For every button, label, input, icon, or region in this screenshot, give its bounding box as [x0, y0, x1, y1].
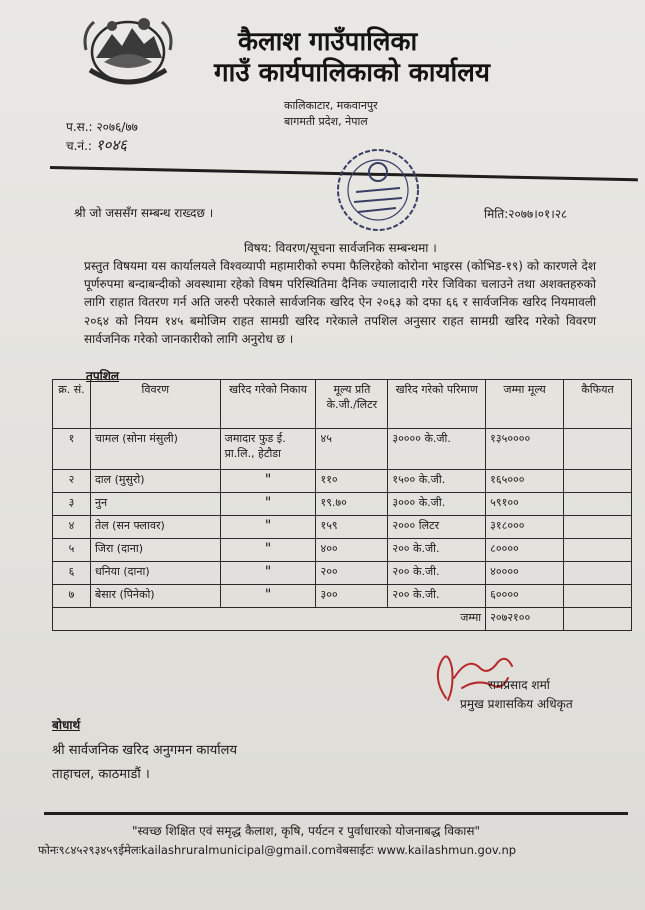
cell-quantity: २००० लिटर [388, 516, 486, 539]
cell-sn: ६ [53, 562, 91, 585]
cell-quantity: २०० के.जी. [388, 585, 486, 608]
table-row [53, 429, 632, 470]
web-label: वेबसाईटः [335, 843, 374, 857]
dispatch-number-value: १०४६ [95, 136, 127, 154]
table-row [53, 516, 632, 539]
address-line2: बागमती प्रदेश, नेपाल [284, 115, 368, 128]
phone-label: फोनः [38, 843, 59, 857]
email-value: kailashruralmunicipal@gmail.com [141, 843, 336, 857]
signatory-title: प्रमुख प्रशासकिय अधिकृत [460, 697, 573, 711]
office-address [284, 98, 378, 130]
details-heading: तपशिल [86, 369, 120, 383]
cell-item: धनिया (दाना) [90, 562, 220, 585]
cell-amount: ६०००० [486, 585, 564, 608]
office-title-line2: गाउँ कार्यपालिकाको कार्यालय [214, 58, 490, 88]
cell-quantity: १५०० के.जी. [388, 470, 486, 493]
nepal-emblem-icon [82, 12, 174, 90]
cell-rate: २०० [316, 562, 388, 585]
table-total-row [53, 608, 632, 631]
cell-remarks [564, 493, 632, 516]
cell-rate: ११० [316, 470, 388, 493]
cell-amount: १६५००० [486, 470, 564, 493]
col-header-quantity: खरिद गरेको परिमाण [388, 380, 486, 429]
table-row [53, 585, 632, 608]
date-label: मिति: [484, 207, 509, 221]
purchase-table [52, 379, 632, 631]
cell-amount: ४०००० [486, 562, 564, 585]
cell-vendor: " [220, 539, 316, 562]
cell-vendor: " [220, 585, 316, 608]
cell-item: दाल (मुसुरो) [90, 470, 220, 493]
col-header-rate: मूल्य प्रति के.जी./लिटर [316, 380, 388, 429]
col-header-amount: जम्मा मूल्य [486, 380, 564, 429]
letter-body: प्रस्तुत विषयमा यस कार्यालयले विश्वव्यापी महामारीको रुपमा फैलिरहेको कोरोना भाइरस (कोभिड-१९) को कारणले देश पूर्णरुपमा बन्दाबन्दीको अवस्थामा रहेको विषम परिस्थितिमा दैनिक ज्यालादारी गरेर जिविका चलाउने तथा अशक्तहरुको लागि राहात वितरण गर्न अति जरुरी परेकाले सार्वजनिक खरिद ऐन २०६३ को दफा ६६ र सार्वजनिक खरिद नियमावली २०६४ को नियम १४५ बमोजिम राहत सामग्री खरिद गरेकाले तपशिल अनुसार राहत सामग्री खरिद गरेको विवरण सार्वजनिक गरेको जानकारीको लागि अनुरोध छ । [84, 259, 596, 346]
cell-item: तेल (सन फ्लावर) [90, 516, 220, 539]
phone-value: ९८४५२९३४५९ [58, 843, 119, 857]
col-header-remarks: कैफियत [564, 380, 632, 429]
cell-sn: ३ [53, 493, 91, 516]
col-header-item: विवरण [90, 380, 220, 429]
fiscal-year-value: २०७६/७७ [96, 120, 138, 134]
cell-remarks [564, 585, 632, 608]
dispatch-number-label: च.नं.: [66, 139, 92, 153]
cell-quantity: ३००० के.जी. [388, 493, 486, 516]
web-value: www.kailashmun.gov.np [377, 843, 517, 857]
reference-block [66, 118, 138, 155]
office-title-line1: कैलाश गाउँपालिका [238, 27, 418, 57]
total-remarks [564, 608, 632, 631]
cell-remarks [564, 429, 632, 470]
cell-vendor: " [220, 493, 316, 516]
cell-sn: ५ [53, 539, 91, 562]
cell-rate: १५९ [316, 516, 388, 539]
cell-rate: ४५ [316, 429, 388, 470]
cell-amount: ३१८००० [486, 516, 564, 539]
total-value: २०७२१०० [486, 608, 564, 631]
table-row [53, 470, 632, 493]
table-row [53, 493, 632, 516]
cell-amount: ५९१०० [486, 493, 564, 516]
cell-remarks [564, 562, 632, 585]
footer-divider [44, 812, 628, 815]
cell-vendor: " [220, 562, 316, 585]
cell-remarks [564, 470, 632, 493]
cell-item: बेसार (पिनेको) [90, 585, 220, 608]
cell-sn: ७ [53, 585, 91, 608]
cell-sn: १ [53, 429, 91, 470]
cell-rate: १९.७० [316, 493, 388, 516]
footer-slogan: "स्वच्छ शिक्षित एवं समृद्ध कैलाश, कृषि, पर्यटन र पुर्वाधारको योजनाबद्ध विकास" [132, 824, 480, 838]
cell-item: चामल (सोना मंसुली) [90, 429, 220, 470]
cell-sn: ४ [53, 516, 91, 539]
recipient-line: श्री जो जससँग सम्बन्ध राख्दछ । [74, 206, 214, 220]
cell-rate: ४०० [316, 539, 388, 562]
cell-vendor: जमादार फुड ई. प्रा.लि., हेटौडा [220, 429, 316, 470]
col-header-vendor: खरिद गरेको निकाय [220, 380, 316, 429]
cell-amount: १३५०००० [486, 429, 564, 470]
table-row [53, 539, 632, 562]
address-line1: कालिकाटार, मकवानपुर [284, 99, 378, 112]
total-label: जम्मा [53, 608, 486, 631]
letter-date [484, 205, 567, 222]
cell-item: नुन [90, 493, 220, 516]
cell-rate: ३०० [316, 585, 388, 608]
cc-line1: श्री सार्वजनिक खरिद अनुगमन कार्यालय [52, 743, 237, 758]
cell-quantity: २०० के.जी. [388, 539, 486, 562]
table-header-row [53, 380, 632, 429]
cell-remarks [564, 516, 632, 539]
cell-remarks [564, 539, 632, 562]
cc-line2: ताहाचल, काठमाडौं । [52, 767, 150, 782]
cell-vendor: " [220, 516, 316, 539]
footer-contact [38, 843, 516, 858]
email-label: ईमेलः [118, 843, 142, 857]
cell-vendor: " [220, 470, 316, 493]
cell-quantity: ३०००० के.जी. [388, 429, 486, 470]
col-header-sn: क्र. सं. [53, 380, 91, 429]
cc-heading: बोधार्थ [52, 718, 81, 732]
cell-sn: २ [53, 470, 91, 493]
cell-item: जिरा (दाना) [90, 539, 220, 562]
cell-quantity: २०० के.जी. [388, 562, 486, 585]
signatory-name: रामप्रसाद शर्मा [488, 678, 550, 692]
date-value: २०७७।०१।२८ [508, 207, 568, 221]
table-row [53, 562, 632, 585]
office-stamp-icon [334, 146, 422, 234]
letter-subject: विषय: विवरण/सूचना सार्वजनिक सम्बन्धमा । [244, 241, 437, 255]
fiscal-year-label: प.स.: [66, 120, 93, 134]
cell-amount: ८०००० [486, 539, 564, 562]
